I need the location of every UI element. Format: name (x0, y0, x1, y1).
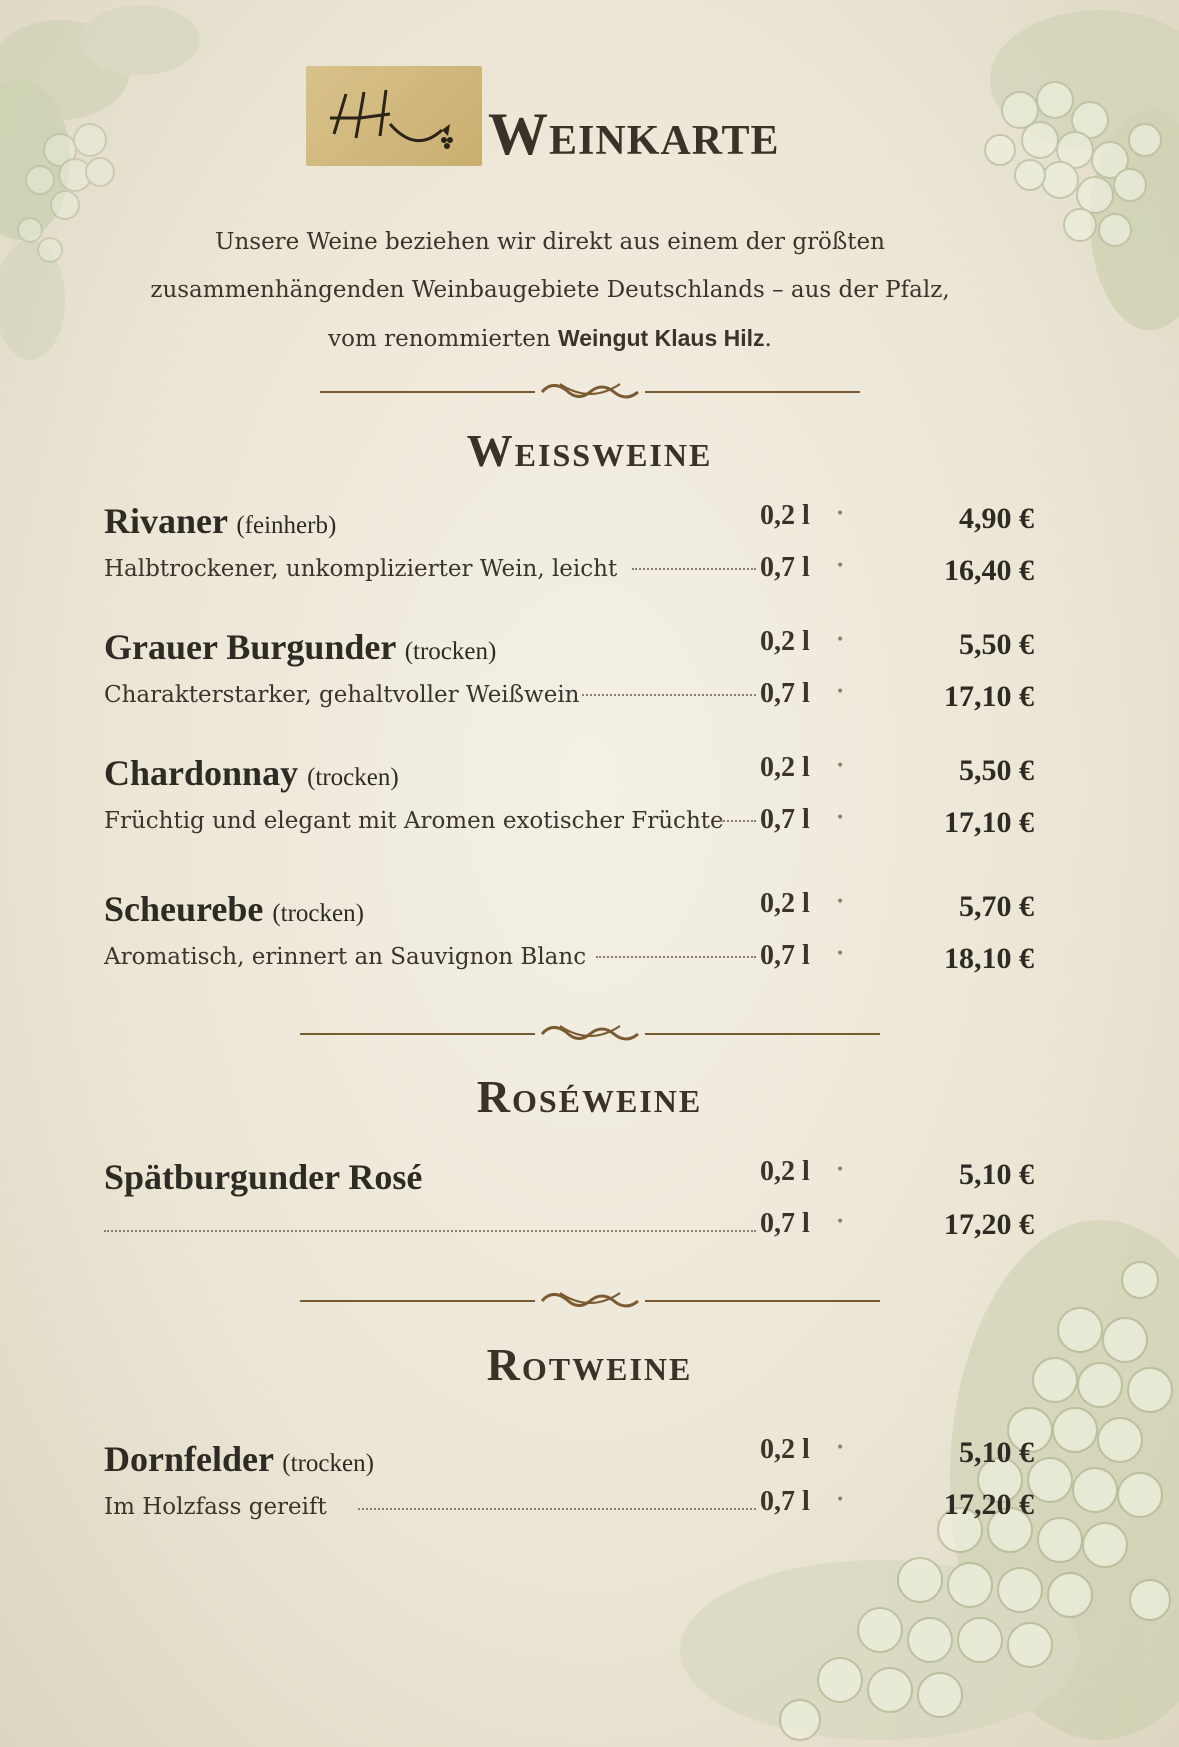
volume-large: 0,7 l (760, 804, 810, 835)
dot-leader (104, 1230, 756, 1232)
ornament-divider-icon (300, 1014, 880, 1054)
wine-name (104, 1438, 374, 1480)
wine-name (104, 500, 336, 542)
dot-leader (358, 1508, 756, 1510)
wine-name (104, 626, 496, 668)
volume-large: 0,7 l (760, 678, 810, 709)
price-small: 5,10 € (959, 1436, 1034, 1469)
page-title: Weinkarte (488, 101, 780, 167)
price-large: 18,10 € (944, 942, 1034, 975)
volume-small: 0,2 l (760, 752, 810, 783)
price-small: 5,50 € (959, 754, 1034, 787)
bullet: • (836, 1440, 845, 1456)
wine-name-text: Scheurebe (104, 889, 264, 929)
price-large: 16,40 € (944, 554, 1034, 587)
price-small: 5,10 € (959, 1158, 1034, 1191)
price-small: 5,70 € (959, 890, 1034, 923)
wine-description: Aromatisch, erinnert an Sauvignon Blanc (104, 944, 587, 970)
dot-leader (720, 820, 756, 822)
ornament-divider-icon (320, 372, 860, 412)
wine-name-text: Dornfelder (104, 1439, 274, 1479)
intro-line-1: Unsere Weine beziehen wir direkt aus einem der größten (215, 229, 885, 255)
wine-note: (trocken) (282, 1450, 374, 1477)
volume-small: 0,2 l (760, 1156, 810, 1187)
bullet: • (836, 1162, 845, 1178)
section-title-roseweine: Roséweine (476, 1071, 703, 1122)
winery-name: Weingut Klaus Hilz (557, 325, 765, 351)
dot-leader (632, 568, 756, 570)
price-large: 17,10 € (944, 806, 1034, 839)
wine-name-text: Grauer Burgunder (104, 627, 396, 667)
wine-name-text: Spätburgunder Rosé (104, 1157, 423, 1197)
bullet: • (836, 558, 845, 574)
bullet: • (836, 894, 845, 910)
bullet: • (836, 632, 845, 648)
wine-note: (trocken) (272, 900, 364, 927)
volume-small: 0,2 l (760, 888, 810, 919)
bullet: • (836, 758, 845, 774)
price-large: 17,20 € (944, 1208, 1034, 1241)
wine-name-text: Rivaner (104, 501, 228, 541)
bullet: • (836, 1492, 845, 1508)
wine-description: Charakterstarker, gehaltvoller Weißwein (104, 682, 580, 708)
wine-note: (trocken) (404, 638, 497, 665)
dot-leader (596, 956, 756, 958)
wine-description: Im Holzfass gereift (104, 1494, 327, 1520)
volume-large: 0,7 l (760, 1208, 810, 1239)
wine-name-text: Chardonnay (104, 753, 299, 793)
volume-small: 0,2 l (760, 500, 810, 531)
volume-small: 0,2 l (760, 1434, 810, 1465)
wine-name (104, 1156, 422, 1198)
volume-large: 0,7 l (760, 552, 810, 583)
intro-line-3-prefix: vom renommierten (328, 326, 551, 352)
bullet: • (836, 810, 845, 826)
price-large: 17,20 € (944, 1488, 1034, 1521)
price-small: 4,90 € (959, 502, 1034, 535)
wine-note: (feinherb) (236, 512, 337, 539)
section-title-weissweine: Weissweine (466, 425, 713, 476)
volume-small: 0,2 l (760, 626, 810, 657)
intro-line-2: zusammenhängenden Weinbaugebiete Deutschlands – aus der Pfalz, (150, 277, 950, 303)
wine-description: Früchtig und elegant mit Aromen exotischer Früchte (104, 808, 724, 834)
ornament-divider-icon (300, 1281, 880, 1321)
bullet: • (836, 506, 845, 522)
volume-large: 0,7 l (760, 1486, 810, 1517)
logo (306, 66, 482, 166)
volume-large: 0,7 l (760, 940, 810, 971)
bullet: • (836, 1214, 845, 1230)
price-large: 17,10 € (944, 680, 1034, 713)
bullet: • (836, 946, 845, 962)
wine-name (104, 888, 364, 930)
wine-name (104, 752, 399, 794)
wine-note: (trocken) (307, 764, 399, 791)
intro-line-3-suffix: . (764, 326, 772, 352)
dot-leader (582, 694, 756, 696)
logo-mark-icon (316, 74, 472, 158)
intro-line-3 (120, 314, 980, 363)
section-title-rotweine: Rotweine (486, 1339, 693, 1390)
intro-text (120, 218, 980, 363)
price-small: 5,50 € (959, 628, 1034, 661)
wine-description: Halbtrockener, unkomplizierter Wein, leicht (104, 556, 618, 582)
bullet: • (836, 684, 845, 700)
